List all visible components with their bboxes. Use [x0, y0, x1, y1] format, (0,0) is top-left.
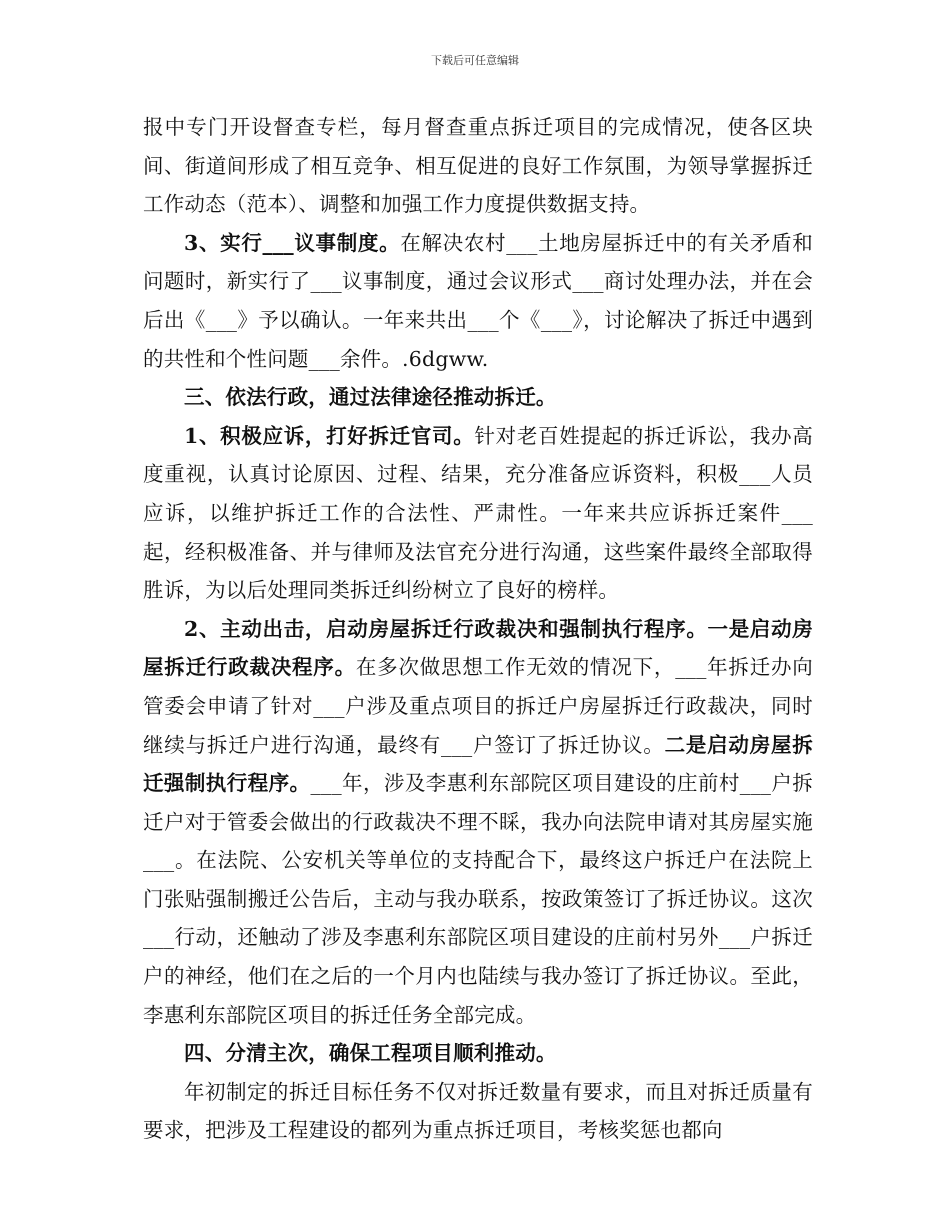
paragraph-text: 针对老百姓提起的拆迁诉讼，我办高度重视，认真讨论原因、过程、结果，充分准备应诉资料，积极___人员应诉，以维护拆迁工作的合法性、严肃性。一年来共应诉拆迁案件___起，经积极准备、并与律师及法官充分进行沟通，这些案件最终全部取得胜诉，为以后处理同类拆迁纠纷树立了良好的榜样。	[143, 423, 813, 603]
document-body	[143, 108, 813, 1150]
page-header: 下载后可任意编辑	[431, 54, 519, 67]
paragraph-text: 在多次做思想工作无效的情况下，___年拆迁办向管委会申请了针对___户涉及重点项目的拆迁户房屋拆迁行政裁决，同时继续与拆迁户进行沟通，最终有___户签订了拆迁协议。	[143, 655, 813, 757]
paragraph-text: ___年，涉及李惠利东部院区项目建设的庄前村___户拆迁户对于管委会做出的行政裁决不理不睬，我办向法院申请对其房屋实施___。在法院、公安机关等单位的支持配合下，最终这户拆迁户在法院上门张贴强制搬迁公告后，主动与我办联系，按政策签订了拆迁协议。这次___行动，还触动了涉及李惠利东部院区项目建设的庄前村另外___户拆迁户的神经，他们在之后的一个月内也陆续与我办签订了拆迁协议。至此，李惠利东部院区项目的拆迁任务全部完成。	[143, 771, 813, 1027]
section-heading: 二是启动房屋拆迁强制执行程序。	[143, 732, 813, 796]
section-heading: 四、分清主次，确保工程项目顺利推动。	[184, 1041, 557, 1066]
paragraph-text: 年初制定的拆迁目标任务不仅对拆迁数量有要求，而且对拆迁质量有要求，把涉及工程建设的都列为重点拆迁项目，考核奖惩也都向	[143, 1079, 813, 1143]
section-heading: 1、积极应诉，打好拆迁官司。	[184, 423, 475, 448]
paragraph-2-deliberation-system	[143, 224, 813, 378]
paragraph-litigation	[143, 417, 813, 610]
section-heading: 三、依法行政，通过法律途径推动拆迁。	[184, 385, 557, 410]
section-heading: 2、主动出击，启动房屋拆迁行政裁决和强制执行程序。一是启动房屋拆迁行政裁决程序。	[143, 616, 813, 680]
paragraph-text: 报中专门开设督查专栏，每月督查重点拆迁项目的完成情况，使各区块间、街道间形成了相互竞争、相互促进的良好工作氛围，为领导掌握拆迁工作动态（范本）、调整和加强工作力度提供数据支持。	[143, 115, 813, 217]
paragraph-annual-targets	[143, 1073, 813, 1150]
paragraph-enforcement	[143, 610, 813, 1035]
section-heading-3-lawful-administration	[143, 378, 813, 417]
paragraph-1	[143, 108, 813, 224]
paragraph-text: 在解决农村___土地房屋拆迁中的有关矛盾和问题时，新实行了___议事制度，通过会议形式___商讨处理办法，并在会后出《___》予以确认。一年来共出___个《___》，讨论解决了拆迁中遇到的共性和个性问题___余件。.6dgww.	[143, 230, 813, 371]
section-heading: 3、实行___议事制度。	[184, 230, 401, 255]
section-heading-4-priorities	[143, 1034, 813, 1073]
